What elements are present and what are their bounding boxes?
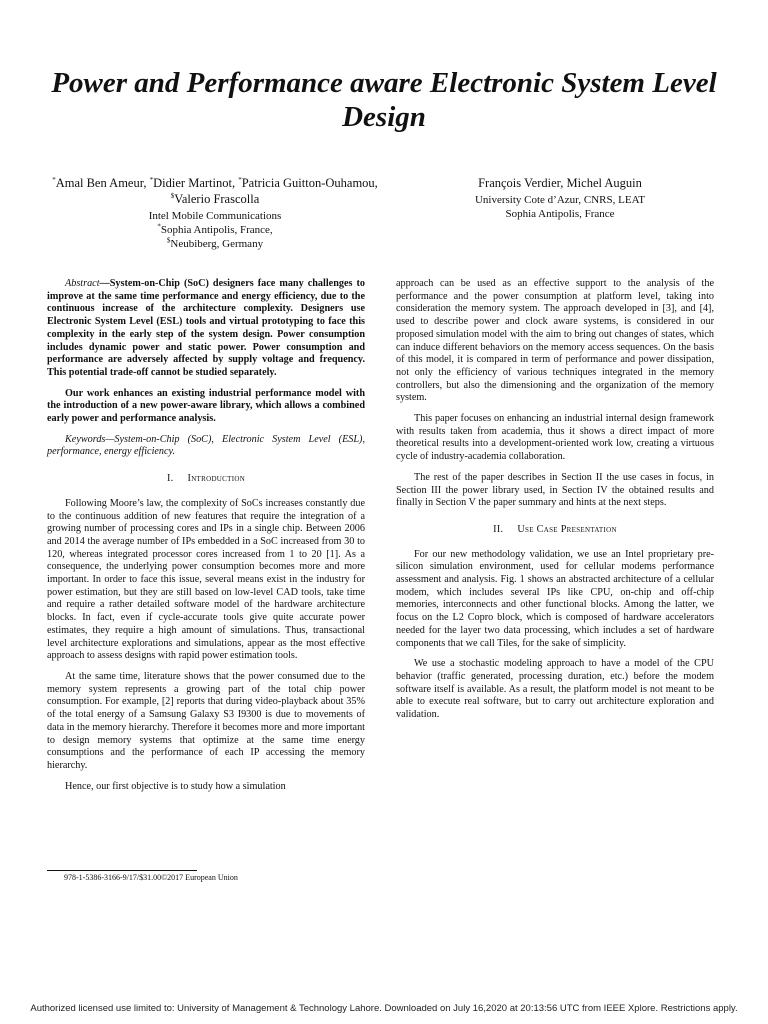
- author-block-left: [50, 175, 380, 251]
- abstract-text-2: Our work enhances an existing industrial performance model with the introduction of a new power-aware library, which allows a combined early power and performance analysis.: [47, 387, 365, 425]
- author-name: Valerio Frascolla: [174, 192, 260, 206]
- copyright-footnote: 978-1-5386-3166-9/17/$31.00©2017 European Union: [64, 873, 238, 882]
- author-address-2: [50, 237, 380, 251]
- paragraph: Hence, our first objective is to study how a simulation: [65, 780, 286, 792]
- abstract-text: —System-on-Chip (SoC) designers face many challenges to improve at the same time performance and energy efficiency, due to the continuous increase of the architecture complexity. Designers use Electronic System Level (ESL) tools and virtual prototyping to face this complexity in the early step of the system design. Power consumption includes dynamic power and static power. Power consumption and performance are adversely affected by supply voltage and frequency. This potential trade-off cannot be studied separately.: [47, 278, 365, 378]
- paragraph: This paper focuses on enhancing an industrial internal design framework with results taken from academia, thus it shows a direct impact of more theoretical results into a development-oriented work low, creating a virtuous cycle of industry-academia collaboration.: [396, 413, 714, 463]
- author-names-right: François Verdier, Michel Auguin: [478, 176, 642, 190]
- affiliation-mark: $: [170, 191, 175, 200]
- section-heading-introduction: [47, 473, 365, 486]
- abstract-lead: Abstract: [65, 278, 100, 289]
- section-title: Introduction: [187, 473, 246, 485]
- keywords: Keywords—System-on-Chip (SoC), Electronic System Level (ESL), performance, energy efficiency.: [47, 433, 365, 458]
- author-affiliation-left: Intel Mobile Communications: [148, 210, 282, 222]
- address-text: Sophia Antipolis, France,: [160, 224, 273, 236]
- paper-title: Power and Performance aware Electronic System Level Design: [51, 67, 717, 133]
- affiliation-mark: *: [149, 175, 154, 184]
- author-affiliation-right: University Cote d’Azur, CNRS, LEAT: [474, 194, 646, 206]
- author-name: Didier Martinot,: [153, 176, 239, 190]
- left-column: [47, 278, 365, 801]
- section-title: Use Case Presentation: [517, 523, 617, 535]
- right-column: [396, 278, 714, 730]
- license-footer: Authorized licensed use limited to: University of Management & Technology Lahore. Downloaded on July 16,2020 at 20:13:56 UTC from IEEE Xplore. Restrictions apply.: [30, 1003, 738, 1014]
- affiliation-mark: *: [52, 175, 56, 184]
- paragraph: The rest of the paper describes in Section II the use cases in focus, in Section III the power library used, in Section IV the obtained results and finally in Section V the paper summary and hints at the next steps.: [396, 471, 714, 509]
- section-number: II.: [493, 523, 504, 535]
- section-number: I.: [166, 473, 174, 485]
- paragraph: At the same time, literature shows that the power consumed due to the memory system represents a growing part of the total chip power consumption. For example, [2] reports that during video-playback about 35% of the total energy of a Samsung Galaxy S3 I9300 is due to movements of data in the memory hierarchy. Therefore it becomes more and more important to design memory systems that optimize at the same time energy consumptions and the performance of each IP accessing the memory hierarchy.: [47, 670, 365, 771]
- paragraph: Following Moore’s law, the complexity of SoCs increases constantly due to the continuous addition of new features that require the integration of a growing number of processing cores and IPs in a single chip. Between 2006 and 2014 the average number of IPs embedded in a SoC increased from 30 to 120, whereas integrated processor cores increased from 1 to 20 [1]. As a consequence, the underlying power consumption becomes more and more important. In order to face this issue, several means exist in the industry for power estimation, but they are still based on low-level CAD tools, take time and require a rather detailed software model of the hardware architecture blocks. In fact, even if cycle-accurate tools give quite accurate power estimates, they require a high amount of simulations. Thus, transactional level architecture explorations and simulations, appear as the most effective approach to assess designs with rapid power estimation tools.: [47, 497, 365, 662]
- paragraph: approach can be used as an effective support to the analysis of the performance and the power consumption at platform level, taking into consideration the memory system. The approach developed in [3], and [4], used to describe power and clock aware systems, is considered in our proposed simulation model with the aim to bring out changes of states, which can induce different behaviors on the memory access sequences. On the basis of this model, it is compared in term of performance and power dissipation, not only the efficiency of various techniques integrated in the memory controllers, but also the dimensioning and the organization of the memory system.: [396, 278, 714, 404]
- author-address-1: [50, 223, 380, 237]
- author-names-left: [50, 175, 380, 207]
- footnote-rule: [47, 870, 197, 871]
- affiliation-mark: *: [157, 222, 161, 231]
- author-name: Patricia Guitton-Ouhamou,: [241, 176, 378, 190]
- paragraph: We use a stochastic modeling approach to have a model of the CPU behavior (traffic generated, processing duration, etc.) before the modem software itself is available. As a result, the platform model is not meant to be able to execute real software, but to carry out architecture exploration and validation.: [396, 658, 714, 721]
- affiliation-mark: *: [238, 175, 242, 184]
- section-heading-use-case: [396, 524, 714, 537]
- affiliation-mark: $: [166, 236, 171, 245]
- author-address-right: Sophia Antipolis, France: [505, 208, 615, 220]
- address-text: Neubiberg, Germany: [170, 238, 264, 250]
- paragraph: For our new methodology validation, we use an Intel proprietary pre-silicon simulation environment, used for cellular modems performance assessment and analysis. Fig. 1 shows an abstracted architecture of a cellular modem, which includes several IPs like CPU, on-chip and off-chip memories, interconnects and other functional blocks. Among the latter, we focus on the L2 Copro block, which is composed of hardware accelerators needed for the layer two data processing, which includes a set of hardware components that we call Tiles, for the sake of simplicity.: [396, 548, 714, 649]
- author-block-right: [410, 175, 710, 221]
- author-name: Amal Ben Ameur,: [55, 176, 150, 190]
- abstract: [47, 278, 365, 380]
